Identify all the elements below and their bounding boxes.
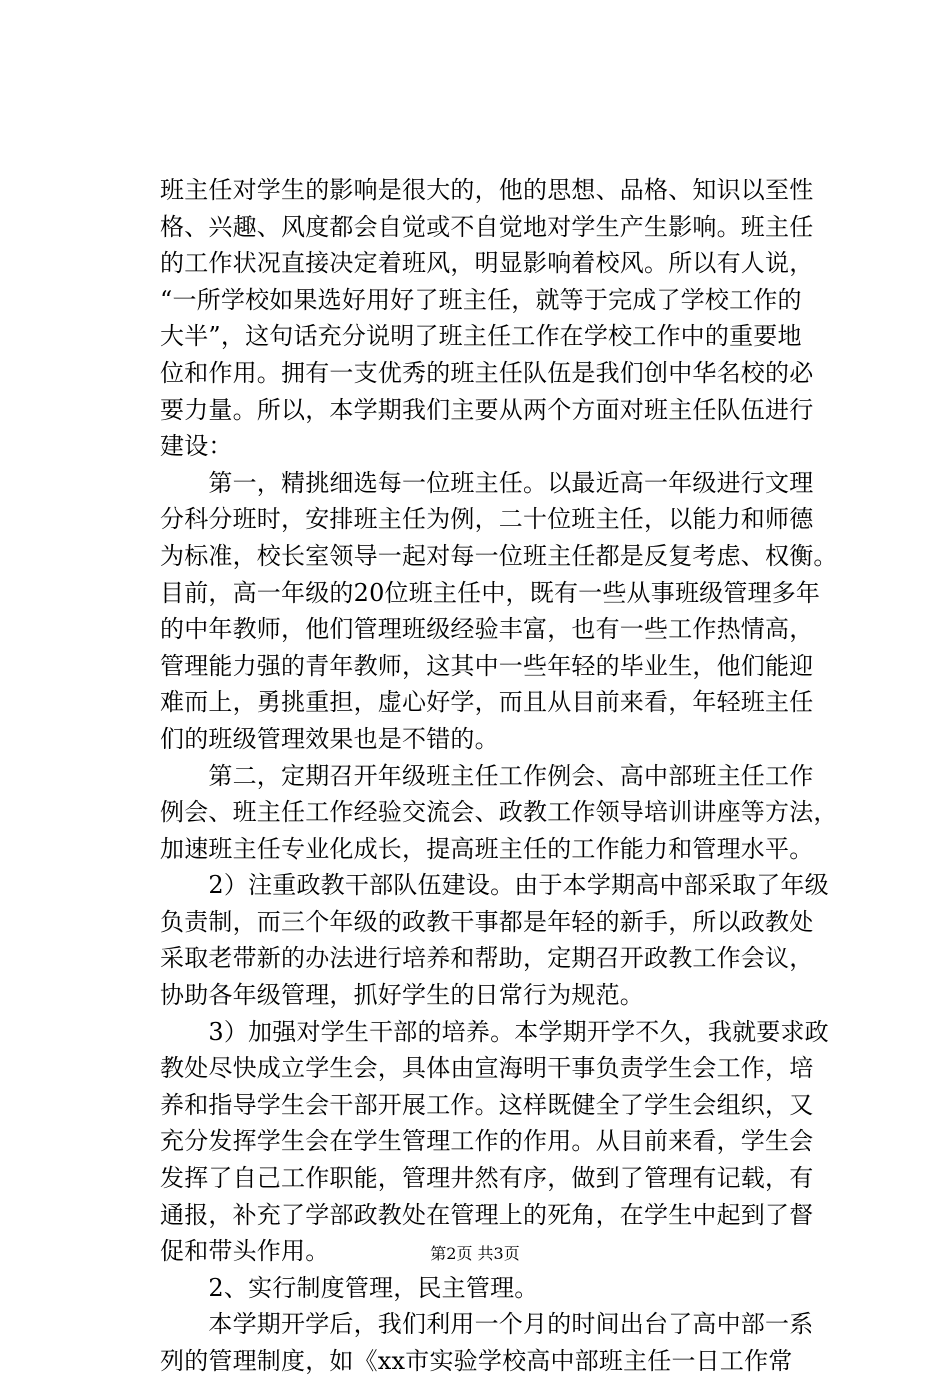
text-line: 2）注重政教干部队伍建设。由于本学期高中部采取了年级 [160,871,829,900]
text-line: 充分发挥学生会在学生管理工作的作用。从目前来看，学生会 [160,1127,814,1156]
text-line: 教处尽快成立学生会，具体由宣海明干事负责学生会工作，培 [160,1054,814,1083]
text-line: 第一，精挑细选每一位班主任。以最近高一年级进行文理 [160,468,814,497]
text-line: 第二，定期召开年级班主任工作例会、高中部班主任工作 [160,761,814,790]
text-line: 加速班主任专业化成长，提高班主任的工作能力和管理水平。 [160,834,814,863]
text-line: 为标准，校长室领导一起对每一位班主任都是反复考虑、权衡。 [160,541,838,570]
text-line: 通报，补充了学部政教处在管理上的死角，在学生中起到了督 [160,1200,814,1229]
text-line: 列的管理制度，如《xx市实验学校高中部班主任一日工作常 [160,1347,793,1375]
document-body [160,172,838,1380]
text-line: 目前，高一年级的20位班主任中，既有一些从事班级管理多年 [160,578,821,607]
text-line: 3）加强对学生干部的培养。本学期开学不久，我就要求政 [160,1017,829,1046]
text-line: 大半”，这句话充分说明了班主任工作在学校工作中的重要地 [160,322,802,351]
text-line: 格、兴趣、风度都会自觉或不自觉地对学生产生影响。班主任 [160,212,814,241]
text-line: 位和作用。拥有一支优秀的班主任队伍是我们创中华名校的必 [160,358,814,387]
text-line: 班主任对学生的影响是很大的，他的思想、品格、知识以至性 [160,176,814,204]
text-line: 养和指导学生会干部开展工作。这样既健全了学生会组织，又 [160,1090,814,1119]
text-line: “一所学校如果选好用好了班主任，就等于完成了学校工作的 [160,285,802,314]
text-line: 建设： [160,432,233,461]
text-line: 协助各年级管理，抓好学生的日常行为规范。 [160,981,644,1010]
text-line: 例会、班主任工作经验交流会、政教工作领导培训讲座等方法， [160,798,838,827]
text-line: 负责制，而三个年级的政教干事都是年轻的新手，所以政教处 [160,907,814,936]
text-line: 管理能力强的青年教师，这其中一些年轻的毕业生，他们能迎 [160,651,814,680]
text-line: 难而上，勇挑重担，虚心好学，而且从目前来看，年轻班主任 [160,688,814,717]
text-line: 分科分班时，安排班主任为例，二十位班主任，以能力和师德 [160,505,814,534]
text-line: 的中年教师，他们管理班级经验丰富，也有一些工作热情高， [160,615,814,644]
text-line: 们的班级管理效果也是不错的。 [160,724,499,753]
text-line: 促和带头作用。 [160,1237,330,1266]
text-line: 采取老带新的办法进行培养和帮助，定期召开政教工作会议， [160,944,814,973]
text-line: 的工作状况直接决定着班风，明显影响着校风。所以有人说， [160,249,814,278]
text-line: 本学期开学后，我们利用一个月的时间出台了高中部一系 [160,1310,814,1339]
text-line: 要力量。所以，本学期我们主要从两个方面对班主任队伍进行 [160,395,814,424]
text-line: 2、实行制度管理，民主管理。 [160,1273,539,1302]
page-number-footer: 第2页 共3页 [430,1244,520,1263]
text-line: 发挥了自己工作职能，管理井然有序，做到了管理有记载，有 [160,1164,814,1193]
